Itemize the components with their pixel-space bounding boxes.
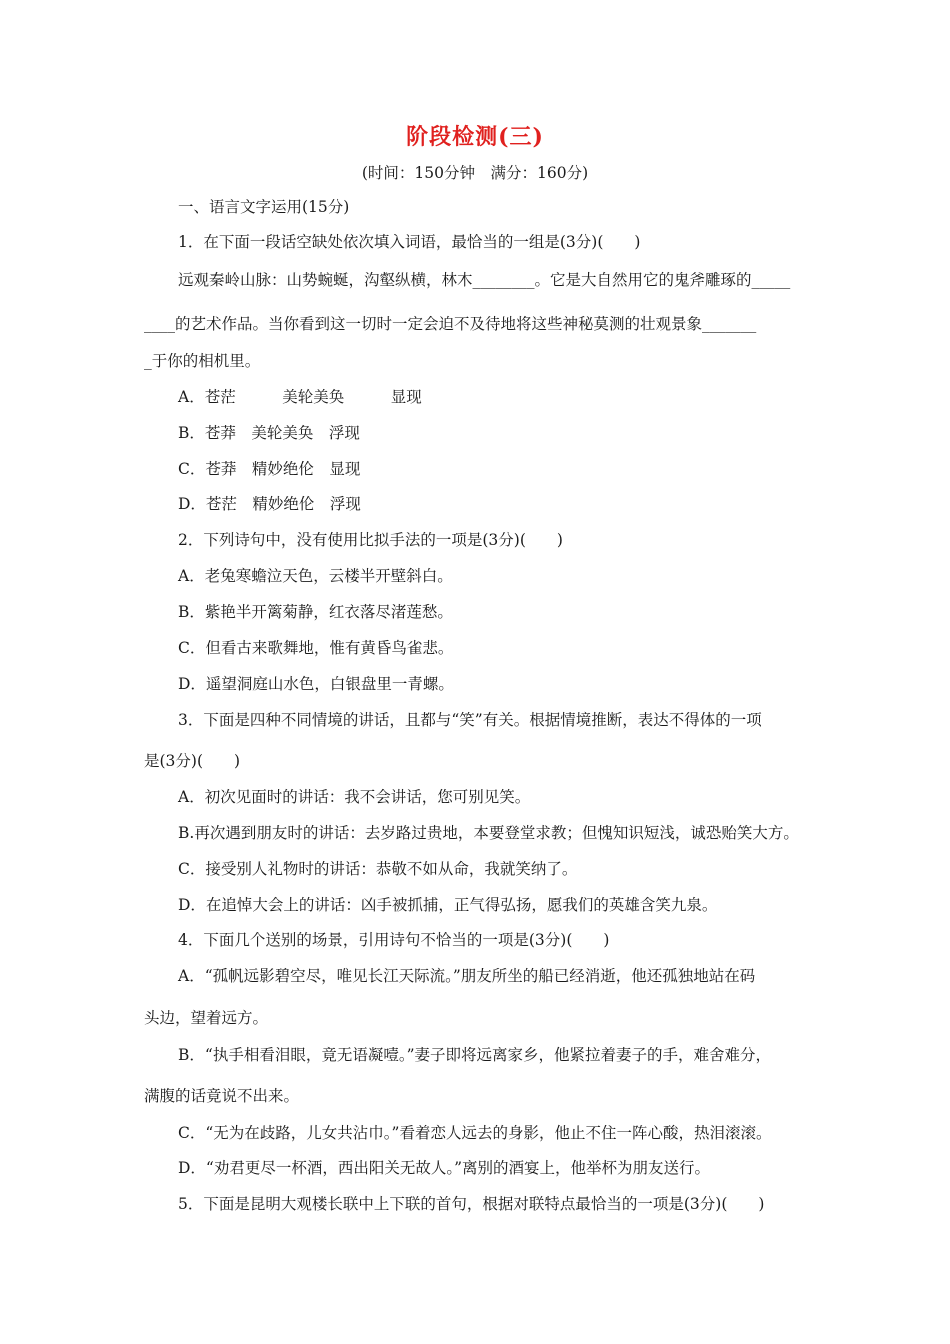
question-2-option-b: B．紫艳半开篱菊静，红衣落尽渚莲愁。 xyxy=(178,603,453,621)
question-1-passage: ____的艺术作品。当你看到这一切时一定会迫不及待地将这些神秘莫测的壮观景象_______ xyxy=(144,315,757,333)
question-1-option-c: C．苍莽 精妙绝伦 显现 xyxy=(178,460,361,478)
question-3-option-c: C．接受别人礼物时的讲话：恭敬不如从命，我就笑纳了。 xyxy=(178,860,578,878)
question-1-passage: _于你的相机里。 xyxy=(144,352,261,370)
question-1-stem: 1．在下面一段话空缺处依次填入词语，最恰当的一组是(3分)( ) xyxy=(178,233,641,251)
question-4-option-b: B．“执手相看泪眼，竟无语凝噎。”妻子即将远离家乡，他紧拉着妻子的手，难舍难分， xyxy=(178,1046,771,1064)
question-4-option-c: C．“无为在歧路，儿女共沾巾。”看着恋人远去的身影，他止不住一阵心酸，热泪滚滚。 xyxy=(178,1124,772,1142)
question-3-stem: 3．下面是四种不同情境的讲话，且都与“笑”有关。根据情境推断，表达不得体的一项 xyxy=(178,711,762,729)
question-4-option-a: A．“孤帆远影碧空尽，唯见长江天际流。”朋友所坐的船已经消逝，他还孤独地站在码 xyxy=(178,967,756,985)
question-1-option-b: B．苍莽 美轮美奂 浮现 xyxy=(178,424,360,442)
question-2-option-c: C．但看古来歌舞地，惟有黄昏鸟雀悲。 xyxy=(178,639,454,657)
question-4-option-b: 满腹的话竟说不出来。 xyxy=(144,1087,300,1105)
question-4-stem: 4．下面几个送别的场景，引用诗句不恰当的一项是(3分)( ) xyxy=(178,931,610,949)
question-3-option-a: A．初次见面时的讲话：我不会讲话，您可别见笑。 xyxy=(178,788,531,806)
question-1-option-a: A．苍茫 美轮美奂 显现 xyxy=(178,388,422,406)
section-heading: 一、语言文字运用(15分) xyxy=(178,198,350,216)
question-1-passage: 远观秦岭山脉：山势蜿蜒，沟壑纵横，林木________。它是大自然用它的鬼斧雕琢的_____ xyxy=(178,271,791,289)
question-3-stem: 是(3分)( ) xyxy=(144,752,241,770)
question-5-stem: 5．下面是昆明大观楼长联中上下联的首句，根据对联特点最恰当的一项是(3分)( ) xyxy=(178,1195,765,1213)
exam-info: (时间：150分钟 满分：160分) xyxy=(361,164,589,182)
question-3-option-b: B.再次遇到朋友时的讲话：去岁路过贵地，本要登堂求教；但愧知识短浅，诚恐贻笑大方。 xyxy=(178,824,799,842)
question-4-option-a: 头边，望着远方。 xyxy=(144,1009,269,1027)
question-4-option-d: D．“劝君更尽一杯酒，西出阳关无故人。”离别的酒宴上，他举杯为朋友送行。 xyxy=(178,1159,711,1177)
question-3-option-d: D．在追悼大会上的讲话：凶手被抓捕，正气得弘扬，愿我们的英雄含笑九泉。 xyxy=(178,896,718,914)
question-1-option-d: D．苍茫 精妙绝伦 浮现 xyxy=(178,495,361,513)
question-2-option-d: D．遥望洞庭山水色，白银盘里一青螺。 xyxy=(178,675,454,693)
question-2-option-a: A．老兔寒蟾泣天色，云楼半开壁斜白。 xyxy=(178,567,453,585)
page-title: 阶段检测(三) xyxy=(406,124,544,150)
question-2-stem: 2．下列诗句中，没有使用比拟手法的一项是(3分)( ) xyxy=(178,531,563,549)
